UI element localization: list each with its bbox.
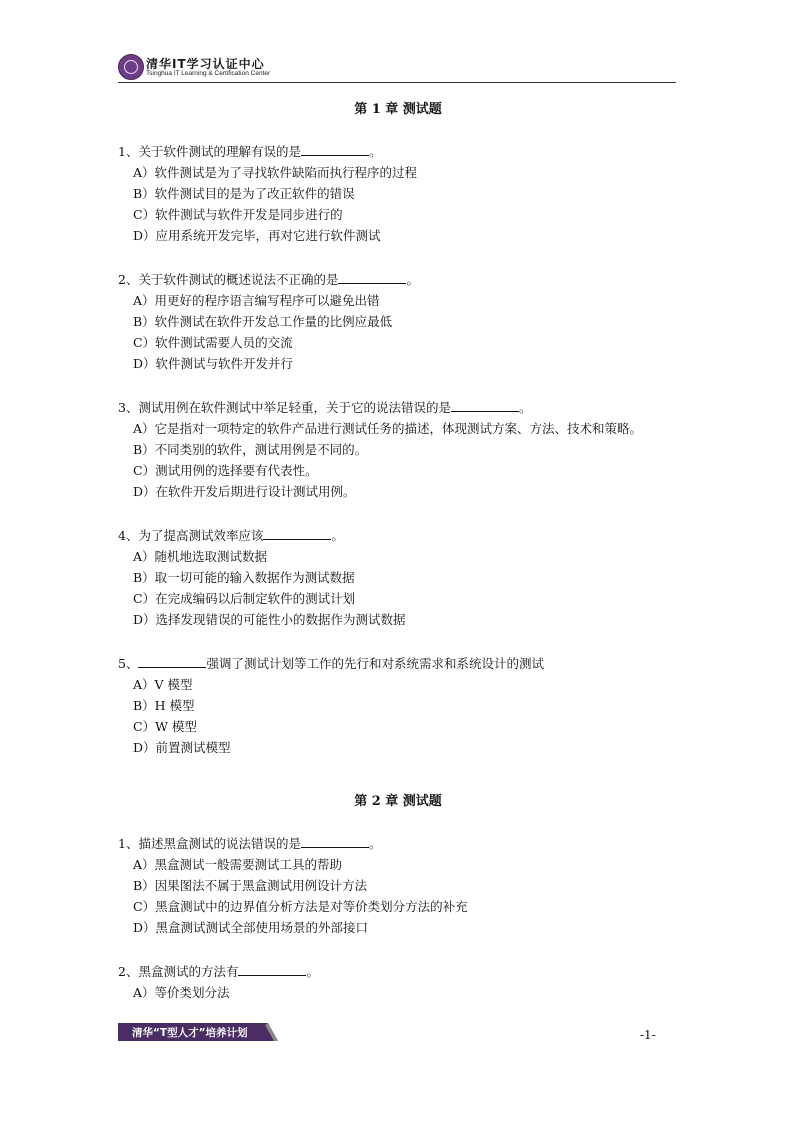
header-divider bbox=[118, 82, 676, 83]
option-a: A）等价类划分法 bbox=[133, 985, 230, 1000]
document-body bbox=[118, 92, 678, 1003]
page-number: -1- bbox=[640, 1028, 656, 1042]
option-d: D）选择发现错误的可能性小的数据作为测试数据 bbox=[133, 612, 406, 627]
question-block bbox=[118, 961, 678, 1003]
option-c: C）W 模型 bbox=[133, 719, 197, 734]
question-text: 5、 bbox=[118, 656, 139, 671]
option-d: D）前置测试模型 bbox=[133, 740, 231, 755]
question-block bbox=[118, 141, 678, 246]
logo-english-title: Tsinghua IT Learning & Certification Center bbox=[146, 70, 271, 77]
question-text: 1、描述黑盒测试的说法错误的是 bbox=[118, 836, 301, 851]
question-text-end: 。 bbox=[406, 272, 419, 287]
question-text-end: 。 bbox=[368, 836, 382, 851]
option-d: D）软件测试与软件开发并行 bbox=[133, 356, 294, 371]
question-block bbox=[118, 269, 678, 374]
option-c: C）在完成编码以后制定软件的测试计划 bbox=[133, 591, 356, 606]
question-block bbox=[118, 833, 678, 938]
question-stem bbox=[118, 961, 678, 982]
option-b: B）取一切可能的输入数据作为测试数据 bbox=[133, 570, 355, 585]
question-text: 2、关于软件测试的概述说法不正确的是 bbox=[118, 272, 339, 287]
option-c: C）软件测试需要人员的交流 bbox=[133, 335, 293, 350]
answer-blank bbox=[263, 527, 331, 540]
question-stem bbox=[118, 525, 678, 546]
question-text-end: 强调了测试计划等工作的先行和对系统需求和系统设计的测试 bbox=[206, 656, 544, 671]
option-d: D）黑盒测试测试全部使用场景的外部接口 bbox=[133, 920, 369, 935]
page-header bbox=[118, 52, 676, 84]
question-stem bbox=[118, 833, 678, 854]
option-a: A）V 模型 bbox=[133, 677, 193, 692]
question-block bbox=[118, 525, 678, 630]
option-d: D）应用系统开发完毕，再对它进行软件测试 bbox=[133, 228, 381, 243]
answer-blank bbox=[238, 963, 306, 976]
answer-blank bbox=[138, 655, 206, 668]
option-d: D）在软件开发后期进行设计测试用例。 bbox=[133, 484, 356, 499]
footer-banner-text: 清华“T型人才”培养计划 bbox=[132, 1027, 248, 1039]
chapter-1-title: 第 1 章 测试题 bbox=[354, 102, 442, 117]
question-stem bbox=[118, 397, 678, 418]
chapter-2-title: 第 2 章 测试题 bbox=[354, 794, 442, 809]
question-text-end: 。 bbox=[306, 964, 319, 979]
option-b: B）不同类别的软件，测试用例是不同的。 bbox=[133, 442, 368, 457]
option-a: A）随机地选取测试数据 bbox=[133, 549, 268, 564]
question-text-end: 。 bbox=[368, 144, 382, 159]
option-c: C）软件测试与软件开发是同步进行的 bbox=[133, 207, 343, 222]
question-block bbox=[118, 653, 678, 758]
question-text-end: 。 bbox=[518, 400, 532, 415]
answer-blank bbox=[301, 143, 369, 156]
option-a: A）黑盒测试一般需要测试工具的帮助 bbox=[133, 857, 343, 872]
option-b: B）软件测试目的是为了改正软件的错误 bbox=[133, 186, 355, 201]
option-a: A）软件测试是为了寻找软件缺陷而执行程序的过程 bbox=[133, 165, 418, 180]
question-stem bbox=[118, 653, 678, 674]
question-text: 1、关于软件测试的理解有误的是 bbox=[118, 144, 301, 159]
option-b: B）H 模型 bbox=[133, 698, 195, 713]
question-text: 4、为了提高测试效率应该 bbox=[118, 528, 264, 543]
tsinghua-seal-icon bbox=[118, 54, 144, 80]
option-c: C）测试用例的选择要有代表性。 bbox=[133, 463, 318, 478]
option-b: B）软件测试在软件开发总工作量的比例应最低 bbox=[133, 314, 393, 329]
question-block bbox=[118, 397, 678, 502]
question-stem bbox=[118, 269, 678, 290]
question-text: 3、测试用例在软件测试中举足轻重，关于它的说法错误的是 bbox=[118, 400, 451, 415]
question-text: 2、黑盒测试的方法有 bbox=[118, 964, 239, 979]
option-a: A）用更好的程序语言编写程序可以避免出错 bbox=[133, 293, 380, 308]
logo-chinese-title: 清华IT学习认证中心 bbox=[146, 57, 265, 71]
question-stem bbox=[118, 141, 678, 162]
question-text-end: 。 bbox=[331, 528, 344, 543]
option-c: C）黑盒测试中的边界值分析方法是对等价类划分方法的补充 bbox=[133, 899, 468, 914]
answer-blank bbox=[301, 835, 369, 848]
answer-blank bbox=[451, 399, 519, 412]
answer-blank bbox=[338, 271, 406, 284]
option-a: A）它是指对一项特定的软件产品进行测试任务的描述，体现测试方案、方法、技术和策略。 bbox=[133, 421, 643, 436]
option-b: B）因果图法不属于黑盒测试用例设计方法 bbox=[133, 878, 368, 893]
footer-program-banner bbox=[118, 1023, 278, 1041]
